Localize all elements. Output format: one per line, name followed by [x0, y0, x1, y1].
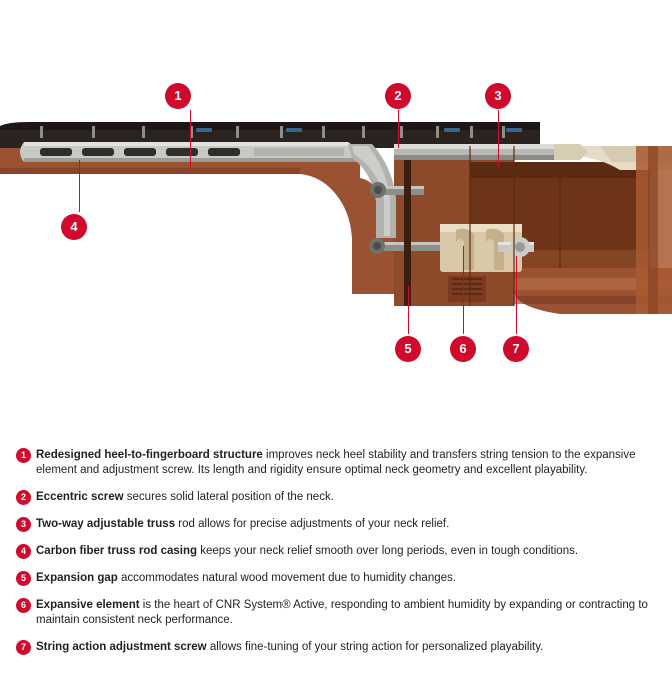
- list-item: [0, 490, 672, 505]
- casing-slots: [40, 148, 240, 156]
- legend-number: 3: [16, 517, 31, 532]
- callout-badge-5[interactable]: 5: [395, 336, 421, 362]
- callout-badge-3[interactable]: 3: [485, 83, 511, 109]
- guitar-neck-cutaway-illustration: [0, 118, 672, 318]
- legend-text: keeps your neck relief smooth over long periods, even in tough conditions.: [197, 545, 579, 557]
- legend-number: 1: [16, 448, 31, 463]
- legend-term: Eccentric screw: [36, 491, 124, 503]
- leader-line-2: [398, 110, 399, 148]
- legend-number: 6: [16, 598, 31, 613]
- callout-badge-7[interactable]: 7: [503, 336, 529, 362]
- legend-term: String action adjustment screw: [36, 641, 207, 653]
- legend-text: allows fine-tuning of your string action for personalized playability.: [206, 641, 544, 653]
- leader-line-3: [498, 110, 499, 168]
- leader-line-6: [463, 246, 464, 334]
- legend-term: Expansion gap: [36, 572, 118, 584]
- callout-badge-1[interactable]: 1: [165, 83, 191, 109]
- list-item: [0, 448, 672, 478]
- legend-text: secures solid lateral position of the neck.: [123, 491, 334, 503]
- callout-badge-6[interactable]: 6: [450, 336, 476, 362]
- legend-text: is the heart of CNR System® Active, responding to ambient humidity by expanding or contracting to maintain consistent neck performance.: [36, 599, 648, 626]
- legend-number: 4: [16, 544, 31, 559]
- legend-number: 2: [16, 490, 31, 505]
- list-item: [0, 517, 672, 532]
- legend-text: accommodates natural wood movement due to humidity changes.: [117, 572, 456, 584]
- legend-number: 5: [16, 571, 31, 586]
- callout-badge-2[interactable]: 2: [385, 83, 411, 109]
- inner-ribs: [448, 276, 486, 302]
- list-item: [0, 544, 672, 559]
- legend-term: Two-way adjustable truss: [36, 518, 176, 530]
- legend-term: Carbon fiber truss rod casing: [36, 545, 198, 557]
- leader-line-1: [190, 110, 191, 168]
- list-item: [0, 571, 672, 586]
- expansion-gap: [404, 160, 411, 306]
- legend-text: improves neck heel stability and transfers string tension to the expansive element and adjustment screw. Its length and rigidity ensure optimal neck geometry and excellent playability.: [36, 449, 636, 476]
- leader-line-4: [79, 160, 80, 212]
- legend-term: Redesigned heel-to-fingerboard structure: [36, 449, 263, 461]
- legend-term: Expansive element: [36, 599, 140, 611]
- legend-list: [0, 448, 672, 667]
- list-item: [0, 640, 672, 655]
- legend-text: rod allows for precise adjustments of your neck relief.: [175, 518, 450, 530]
- leader-line-7: [516, 256, 517, 334]
- callout-badge-4[interactable]: 4: [61, 214, 87, 240]
- legend-number: 7: [16, 640, 31, 655]
- list-item: [0, 598, 672, 628]
- leader-line-5: [408, 286, 409, 334]
